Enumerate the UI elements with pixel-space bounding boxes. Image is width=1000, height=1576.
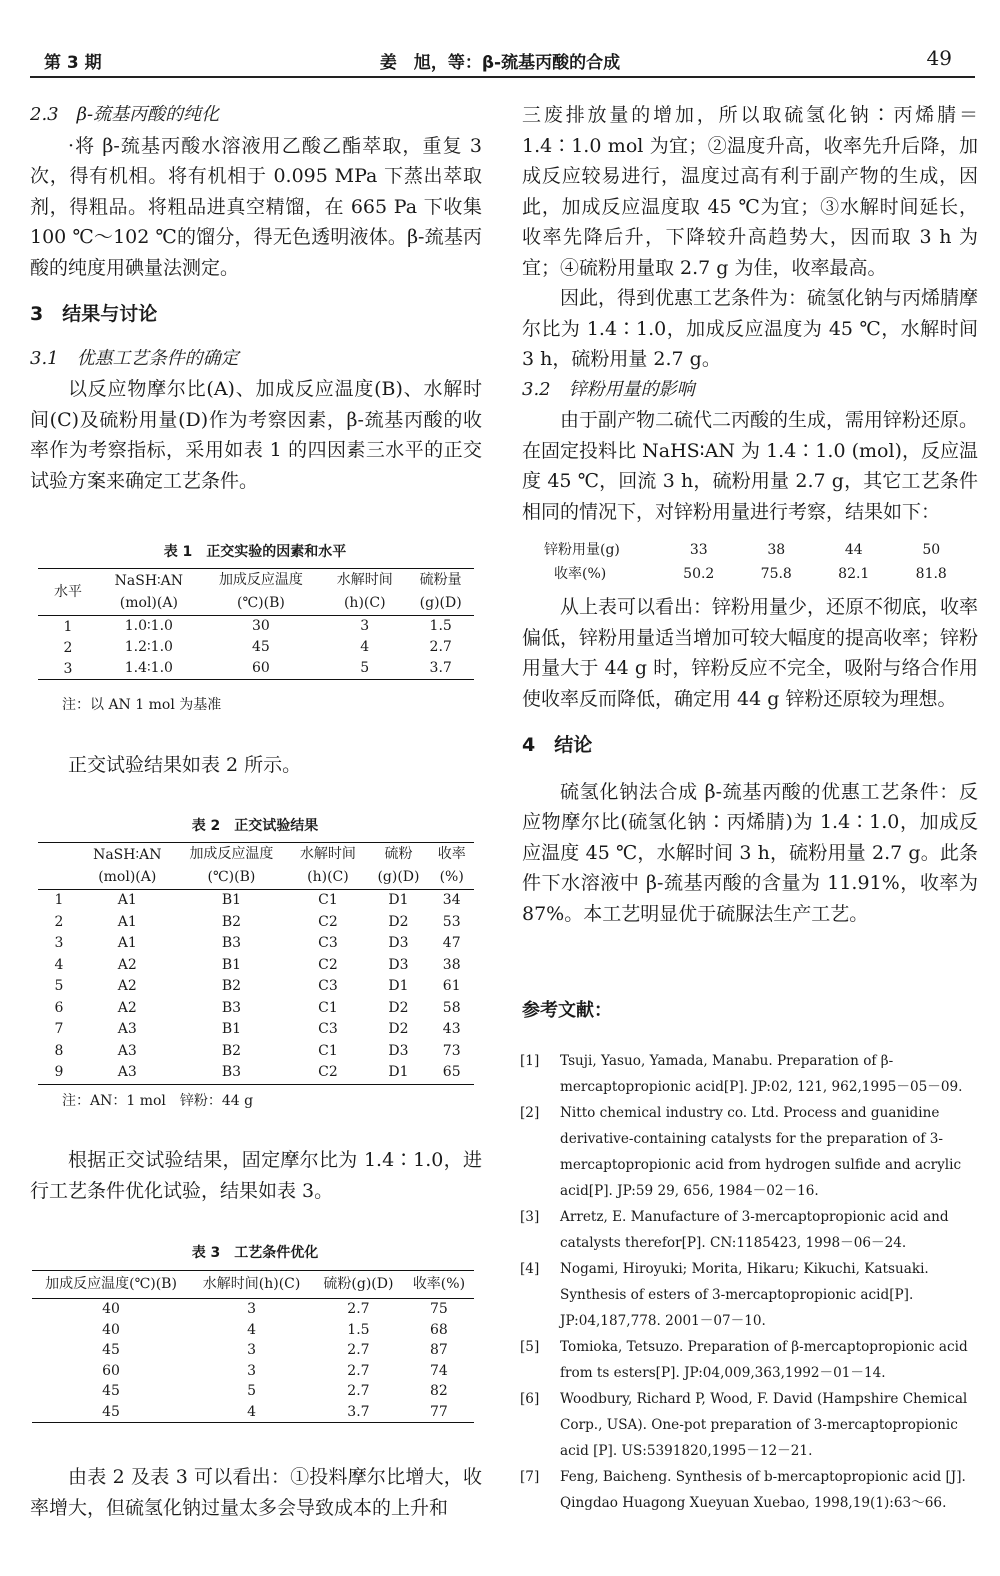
table-cell: 3	[247, 1342, 256, 1358]
issue-number: 第 3 期	[44, 53, 102, 73]
table-cell: 4	[247, 1403, 256, 1420]
table-row	[540, 562, 970, 586]
table2-note: 注：AN：1 mol 锌粉：44 g	[62, 1093, 254, 1109]
table-row	[38, 955, 474, 977]
table-cell: C3	[318, 1021, 338, 1037]
table-row	[32, 1361, 474, 1382]
reference-text: Tomioka, Tetsuzo. Preparation of β-mercaptopropionic acid from ts esters[P]. JP:04,009,363,1992－01－14.	[560, 1339, 968, 1381]
table-cell: 75.8	[760, 566, 792, 582]
table-row	[38, 1062, 474, 1084]
table-cell: A3	[117, 1021, 137, 1037]
table-cell: 60	[252, 660, 270, 676]
table-cell: 53	[442, 913, 461, 930]
section-3-title: 3 结果与讨论	[30, 303, 158, 325]
table-row	[32, 1320, 474, 1341]
section-3-2-title: 3.2 锌粉用量的影响	[522, 378, 695, 400]
table-cell: B2	[221, 913, 242, 930]
table-cell: 81.8	[915, 566, 947, 582]
after-table2-text: 根据正交试验结果，固定摩尔比为 1.4∶1.0，进行工艺条件优化试验，结果如表 3。	[30, 1149, 482, 1202]
table-cell: 75	[430, 1301, 448, 1317]
table-cell: 38	[442, 956, 461, 973]
table-cell: 38	[767, 542, 786, 558]
table-row	[38, 616, 474, 638]
table3-head: 硫粉(g)(D)	[323, 1276, 394, 1292]
after-table3-text: 由表 2 及表 3 可以看出：①投料摩尔比增大，收率增大，但硫氢化钠过量太多会导致成本的上升和	[30, 1466, 482, 1519]
table-cell: 74	[430, 1362, 448, 1379]
left-column-top	[30, 100, 482, 496]
table-cell: 1.5	[347, 1321, 370, 1338]
after-table1-text: 正交试验结果如表 2 所示。	[68, 754, 302, 776]
table-cell: C2	[318, 913, 338, 930]
table-cell: 2.7	[347, 1301, 370, 1317]
table-cell: B2	[221, 1042, 242, 1059]
running-title: 姜 旭，等：β-巯基丙酸的合成	[379, 53, 621, 73]
table1-head: 水解时间	[336, 571, 393, 588]
table-cell: 7	[54, 1021, 64, 1037]
table-row	[38, 637, 474, 658]
table1	[38, 568, 474, 680]
after-table1	[30, 750, 482, 781]
table-cell: B2	[221, 978, 242, 994]
table-cell: D3	[388, 1042, 409, 1059]
reference-text: Nitto chemical industry co. Ltd. Process and guanidine derivative-containing catalysts for the preparation of 3-mercaptopropionic acid from hydrogen sulfide and acrylic acid[P]. JP:59 29, 656, 1984－02－16.	[560, 1105, 962, 1199]
table-cell: 73	[442, 1042, 461, 1059]
zinc-discussion: 从上表可以看出：锌粉用量少，还原不彻底，收率偏低，锌粉用量适当增加可较大幅度的提高收率；锌粉用量大于 44 g 时，锌粉反应不完全，吸附与络合作用使收率反而降低，确定用 44 g 锌粉还原较为理想。	[522, 596, 979, 710]
reference-text: Woodbury, Richard P, Wood, F. David (Hampshire Chemical Corp., USA). One-pot preparation of 3-mercaptopropionic acid [P]. US:5391820,1995－12－21.	[560, 1391, 968, 1459]
table-cell: 2.7	[347, 1383, 370, 1399]
reference-text: Arretz, E. Manufacture of 3-mercaptopropionic acid and catalysts therefor[P]. CN:1185423, 1998－06－24.	[560, 1209, 949, 1251]
table-cell: 87	[430, 1342, 448, 1358]
table-cell: 61	[442, 978, 461, 994]
section-4-title: 4 结论	[522, 734, 593, 756]
table-cell: 1.4∶1.0	[124, 660, 173, 676]
section-2-3-text: ·将 β-巯基丙酸水溶液用乙酸乙酯萃取，重复 3 次，得有机相。将有机相于 0.095 MPa 下蒸出萃取剂，得粗品。将粗品进真空精馏，在 665 Pa 下收集 100 ℃～102 ℃的馏分，得无色透明液体。β-巯基丙酸的纯度用碘量法测定。	[30, 134, 482, 279]
table1-unit: (g)(D)	[419, 594, 462, 611]
table-cell: 44	[844, 542, 863, 558]
table-row	[32, 1340, 474, 1361]
table-cell: B3	[221, 935, 242, 951]
after-table3	[30, 1462, 482, 1523]
table2-head: 水解时间	[299, 845, 356, 862]
table-cell: 3.7	[347, 1403, 370, 1420]
table3-head: 加成反应温度(℃)(B)	[45, 1276, 177, 1292]
section-3-1-title: 3.1 优惠工艺条件的确定	[30, 347, 239, 369]
table2-unit: (g)(D)	[377, 868, 420, 885]
table2	[38, 842, 474, 1085]
table-cell: C1	[318, 1042, 338, 1059]
table-cell: A1	[117, 913, 137, 930]
table-cell: 40	[102, 1301, 120, 1317]
table-row	[38, 1019, 474, 1041]
table-cell: A2	[117, 978, 137, 994]
table-cell: 2.7	[429, 639, 452, 655]
table-cell: 2	[63, 640, 73, 656]
table-cell: 1.5	[429, 618, 452, 634]
table2-unit	[38, 865, 80, 890]
table2-unit: (℃)(B)	[207, 868, 256, 885]
table-row	[38, 933, 474, 955]
references-title: 参考文献：	[522, 1000, 612, 1021]
table1-unit: (℃)(B)	[237, 594, 285, 611]
table-cell: 3	[247, 1362, 256, 1379]
table-cell: A2	[117, 999, 137, 1016]
table-cell: 82	[430, 1383, 448, 1399]
reference-number: [5]	[520, 1339, 540, 1355]
table1-head: NaSH∶AN	[114, 573, 184, 589]
table-cell: 65	[442, 1064, 461, 1080]
reference-number: [4]	[520, 1261, 540, 1277]
table-cell: 4	[247, 1321, 256, 1338]
header-rule	[30, 76, 975, 78]
table2-unit: (%)	[439, 868, 464, 885]
table-cell: 1.2∶1.0	[124, 639, 173, 655]
table-cell: 2.7	[347, 1362, 370, 1379]
optimal-conditions-text: 因此，得到优惠工艺条件为：硫氢化钠与丙烯腈摩尔比为 1.4∶1.0，加成反应温度为 45 ℃，水解时间 3 h，硫粉用量 2.7 g。	[522, 287, 979, 370]
table1-unit: (h)(C)	[343, 594, 386, 611]
continued-text: 三废排放量的增加，所以取硫氢化钠∶丙烯腈＝1.4∶1.0 mol 为宜；②温度升高，收率先升后降，加成反应较易进行，温度过高有利于副产物的生成，因此，加成反应温度取 45 ℃为宜；③水解时间延长，收率先降后升，下降较升高趋势大，因而取 3 h 为宜；④硫粉用量取 2.7 g 为佳，收率最高。	[522, 104, 978, 279]
table-cell: 50	[922, 542, 941, 558]
zinc-label-yield: 收率(%)	[554, 566, 607, 582]
table-row	[38, 658, 474, 680]
table-cell: 9	[54, 1064, 64, 1080]
table-cell: 50.2	[683, 566, 715, 582]
reference-item	[520, 1100, 980, 1204]
right-column-mid	[522, 592, 978, 929]
reference-item	[520, 1256, 980, 1334]
table-cell: B3	[221, 999, 242, 1016]
table-cell: 1	[63, 619, 73, 635]
section-3-2-text: 由于副产物二硫代二丙酸的生成，需用锌粉还原。在固定投料比 NaHS∶AN 为 1.4∶1.0 (mol)，反应温度 45 ℃，回流 3 h，硫粉用量 2.7 g，其它工艺条件相同的情况下，对锌粉用量进行考察，结果如下：	[522, 409, 979, 523]
table-cell: 5	[360, 660, 370, 676]
table-cell: 1	[54, 892, 64, 908]
table-cell: 58	[442, 999, 461, 1016]
table-cell: 47	[442, 935, 461, 951]
page-number: 49	[926, 46, 952, 70]
table-row	[38, 890, 474, 912]
table-cell: 82.1	[838, 566, 870, 582]
reference-item	[520, 1204, 980, 1256]
table-cell: B1	[221, 956, 242, 973]
reference-text: Tsuji, Yasuo, Yamada, Manabu. Preparation of β-mercaptopropionic acid[P]. JP:02, 121, 962,1995－05－09.	[560, 1053, 963, 1095]
table-cell: 3	[247, 1301, 256, 1317]
table-cell: A1	[117, 892, 137, 908]
table-cell: 3	[54, 935, 64, 951]
reference-item	[520, 1464, 980, 1516]
table3-caption: 表 3 工艺条件优化	[191, 1245, 319, 1261]
table1-unit: (mol)(A)	[119, 595, 178, 611]
reference-item	[520, 1334, 980, 1386]
reference-number: [2]	[520, 1105, 540, 1121]
table-cell: 6	[54, 999, 64, 1016]
table-cell: B3	[221, 1064, 242, 1080]
table2-unit: (mol)(A)	[98, 869, 157, 885]
table-cell: 33	[689, 542, 708, 558]
table-cell: C3	[318, 978, 338, 994]
table3-head: 水解时间(h)(C)	[202, 1276, 301, 1292]
right-column-top	[522, 100, 978, 527]
table-cell: 45	[102, 1342, 120, 1358]
table-cell: 68	[430, 1321, 448, 1338]
table-cell: 4	[360, 639, 370, 655]
table-row	[32, 1402, 474, 1423]
table2-unit: (h)(C)	[307, 868, 349, 885]
table-cell: 2.7	[347, 1342, 370, 1358]
table-cell: C1	[318, 999, 338, 1016]
table-cell: 45	[252, 639, 270, 655]
table-cell: A1	[117, 935, 137, 951]
table-cell: B1	[221, 892, 242, 908]
table3	[32, 1270, 474, 1423]
reference-number: [1]	[520, 1053, 540, 1069]
table-cell: 1.0∶1.0	[124, 618, 173, 634]
section-3-1-text: 以反应物摩尔比(A)、加成反应温度(B)、水解时间(C)及硫粉用量(D)作为考察因素，β-巯基丙酸的收率作为考察指标，采用如表 1 的四因素三水平的正交试验方案来确定工艺条件。	[30, 378, 482, 492]
zinc-label-amount: 锌粉用量(g)	[544, 542, 620, 558]
reference-text: Feng, Baicheng. Synthesis of b-mercaptopropionic acid [J]. Qingdao Huagong Xueyuan Xuebao, 1998,19(1):63～66.	[560, 1469, 966, 1511]
table-cell: C1	[318, 892, 338, 908]
table-cell: 45	[102, 1403, 120, 1420]
reference-number: [7]	[520, 1469, 540, 1485]
references-list	[520, 1048, 980, 1516]
table-row	[32, 1299, 474, 1320]
after-table2	[30, 1145, 482, 1206]
table-cell: A3	[117, 1064, 137, 1080]
table2-head	[38, 843, 80, 866]
table-cell: D3	[388, 935, 409, 951]
table-cell: 60	[102, 1362, 120, 1379]
table-cell: 30	[252, 618, 270, 634]
table-cell: 40	[102, 1321, 120, 1338]
table1-caption: 表 1 正交实验的因素和水平	[163, 544, 347, 560]
table-cell: 4	[54, 956, 64, 973]
table-cell: 5	[247, 1383, 256, 1399]
table-row	[38, 976, 474, 998]
table1-head: 加成反应温度	[218, 571, 303, 588]
reference-item	[520, 1048, 980, 1100]
reference-item	[520, 1386, 980, 1464]
section-4-text: 硫氢化钠法合成 β-巯基丙酸的优惠工艺条件：反应物摩尔比(硫氢化钠∶丙烯腈)为 1.4∶1.0，加成反应温度 45 ℃，水解时间 3 h，硫粉用量 2.7 g。此条件下水溶液中 β-巯基丙酸的含量为 11.91%，收率为 87%。本工艺明显优于硫脲法生产工艺。	[522, 780, 978, 925]
table-cell: 3	[360, 618, 370, 634]
table-cell: 8	[54, 1042, 64, 1059]
table-row	[38, 1041, 474, 1063]
table1-head: 硫粉量	[419, 571, 462, 588]
reference-number: [3]	[520, 1209, 540, 1225]
table-cell: B1	[221, 1021, 242, 1037]
table-cell: C3	[318, 935, 338, 951]
page-header	[0, 0, 1000, 80]
table2-caption: 表 2 正交试验结果	[191, 818, 319, 834]
table2-head: 收率	[437, 845, 466, 862]
table2-head: 加成反应温度	[189, 845, 274, 862]
table-cell: D2	[388, 913, 409, 930]
table-row	[38, 998, 474, 1020]
table2-head: 硫粉	[384, 845, 413, 862]
table-cell: D1	[388, 978, 409, 994]
table-cell: 3	[63, 661, 73, 677]
table3-head: 收率(%)	[412, 1276, 466, 1292]
table-cell: C2	[318, 956, 338, 973]
table2-head: NaSH∶AN	[93, 847, 162, 863]
table-cell: D3	[388, 956, 409, 973]
table-cell: A3	[117, 1042, 137, 1059]
table-cell: 2	[54, 913, 64, 930]
zinc-table	[540, 538, 980, 586]
reference-text: Nogami, Hiroyuki; Morita, Hikaru; Kikuchi, Katsuaki. Synthesis of esters of 3-mercaptopropionic acid[P]. JP:04,187,778. 2001－07－10.	[560, 1261, 929, 1329]
table-cell: 45	[102, 1383, 120, 1399]
table-row	[38, 912, 474, 934]
section-2-3-title: 2.3 β-巯基丙酸的纯化	[30, 104, 220, 125]
table1-note: 注：以 AN 1 mol 为基准	[62, 697, 222, 713]
table-cell: C2	[318, 1064, 338, 1080]
reference-number: [6]	[520, 1391, 540, 1407]
table-cell: D2	[388, 1021, 409, 1037]
table-row	[32, 1381, 474, 1402]
table-cell: 5	[54, 978, 64, 994]
table-cell: D2	[388, 999, 409, 1016]
table-cell: 43	[442, 1021, 461, 1037]
table1-head-level: 水平	[54, 583, 82, 600]
table-cell: D1	[388, 892, 409, 908]
table-cell: A2	[117, 956, 137, 973]
table-cell: D1	[388, 1064, 409, 1080]
table-row	[540, 538, 970, 562]
table-cell: 3.7	[429, 660, 452, 676]
table-cell: 34	[442, 892, 461, 908]
table-cell: 77	[430, 1403, 448, 1420]
